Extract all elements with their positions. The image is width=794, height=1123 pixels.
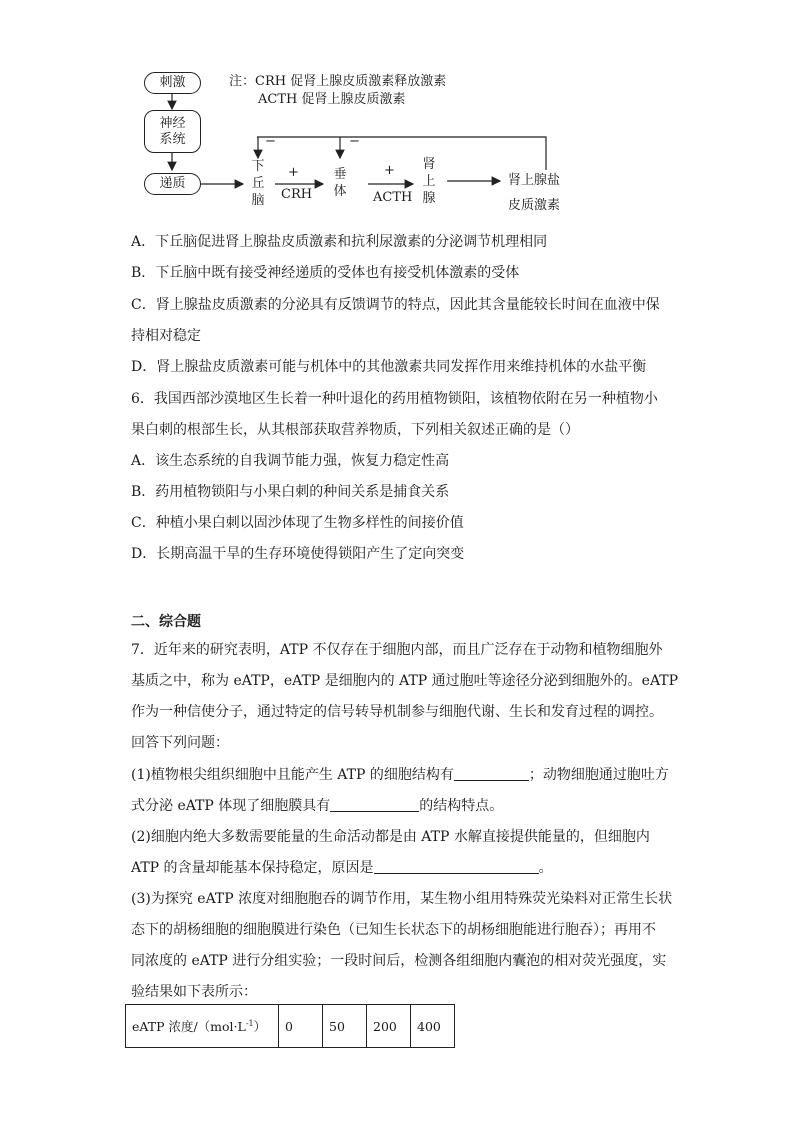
q6-option-a: A．该生态系统的自我调节能力强，恢复力稳定性高: [131, 453, 450, 469]
q7-sub1-line1: [131, 765, 669, 785]
stimulus-box: [144, 72, 201, 94]
pituitary-label: 垂体: [333, 167, 347, 199]
adrenal-label: 肾上腺: [422, 157, 436, 206]
minus-sign-hypothalamus: −: [265, 134, 276, 149]
q7-sub2-line1: (2)细胞内绝大多数需要能量的生命活动都是由 ATP 水解直接提供能量的，但细胞内: [131, 829, 650, 845]
q7-sub1-text-d: 的结构特点。: [419, 798, 504, 814]
q7-sub2-text-c: 。: [538, 860, 553, 876]
q6-option-d: D．长期高温干旱的生存环境使得锁阳产生了定向突变: [131, 546, 465, 562]
q7-sub1-text-c: 式分泌 eATP 体现了细胞膜具有: [131, 798, 331, 814]
answer-blank-2[interactable]: [330, 797, 419, 812]
q7-sub1-text-a: (1)植物根尖组织细胞中且能产生 ATP 的细胞结构有: [131, 767, 454, 783]
q7-para-line2: 基质之中，称为 eATP，eATP 是细胞内的 ATP 通过胞吐等途径分泌到细胞外的。eATP: [131, 673, 679, 689]
table-header-end: ）: [253, 1019, 267, 1034]
table-cell: 50: [323, 1005, 367, 1048]
crh-label: CRH: [281, 187, 313, 202]
table-cell: 0: [279, 1005, 323, 1048]
plus-sign-crh: +: [288, 165, 299, 180]
q7-sub1-text-b: ；动物细胞通过胞吐方: [528, 767, 669, 783]
q6-stem-line2: 果白刺的根部生长，从其根部获取营养物质，下列相关叙述正确的是（）: [131, 422, 579, 438]
q6-option-c: C．种植小果白刺以固沙体现了生物多样性的间接价值: [131, 515, 464, 531]
note-line1: 注：CRH 促肾上腺皮质激素释放激素: [229, 74, 447, 89]
q7-sub3-line1: (3)为探究 eATP 浓度对细胞胞吞的调节作用，某生物小组用特殊荧光染料对正常生长状: [131, 891, 673, 907]
table-cell: 200: [367, 1005, 411, 1048]
transmitter-label: 递质: [159, 176, 186, 191]
transmitter-box: [144, 173, 201, 195]
q7-sub1-line2: [131, 796, 503, 816]
q7-para-line1: 7．近年来的研究表明，ATP 不仅存在于细胞内部，而且广泛存在于动物和植物细胞外: [131, 642, 663, 658]
table-row: [126, 1005, 455, 1048]
answer-blank-1[interactable]: [454, 766, 529, 781]
q7-sub3-line2: 态下的胡杨细胞的细胞膜进行染色（已知生长状态下的胡杨细胞能进行胞吞）；再用不: [131, 922, 656, 938]
table-cell: 400: [411, 1005, 455, 1048]
q5-option-b: B．下丘脑中既有接受神经递质的受体也有接受机体激素的受体: [131, 265, 520, 281]
plus-sign-acth: +: [384, 163, 395, 178]
table-header-sup: -1: [245, 1018, 254, 1028]
table-header-cell: [126, 1005, 279, 1048]
q7-para-line3: 作为一种信使分子，通过特定的信号转导机制参与细胞代谢、生长和发育过程的调控。: [131, 704, 663, 720]
hormone-regulation-diagram: [0, 0, 794, 225]
hypothalamus-label: 下丘脑: [251, 159, 265, 208]
nervous-system-label: 神经系统: [159, 116, 186, 147]
hormone-label-line1: 肾上腺盐: [508, 173, 561, 188]
q7-sub2-text-b: ATP 的含量却能基本保持稳定，原因是: [131, 860, 374, 876]
section-heading: 二、综合题: [131, 614, 201, 630]
q7-sub3-line3: 同浓度的 eATP 进行分组实验；一段时间后，检测各组细胞内囊泡的相对荧光强度，实: [131, 953, 667, 969]
q7-sub2-line2: [131, 858, 553, 878]
q5-option-c-line2: 持相对稳定: [131, 328, 201, 344]
q7-sub3-line4: 验结果如下表所示：: [131, 984, 257, 1000]
q7-para-line4: 回答下列问题：: [131, 735, 229, 751]
hormone-label-line2: 皮质激素: [508, 198, 561, 213]
note-line2: ACTH 促肾上腺皮质激素: [258, 92, 406, 107]
q5-option-a: A．下丘脑促进肾上腺盐皮质激素和抗利尿激素的分泌调节机理相同: [131, 234, 548, 250]
table-header-text: eATP 浓度/（mol·L: [132, 1019, 246, 1034]
nervous-system-box: [144, 110, 201, 153]
stimulus-label: 刺激: [159, 75, 186, 90]
q5-option-d: D．肾上腺盐皮质激素可能与机体中的其他激素共同发挥作用来维持机体的水盐平衡: [131, 359, 647, 375]
q5-option-c-line1: C．肾上腺盐皮质激素的分泌具有反馈调节的特点，因此其含量能较长时间在血液中保: [131, 297, 660, 313]
feedback-line: [257, 137, 546, 170]
minus-sign-pituitary: −: [349, 134, 360, 149]
acth-label: ACTH: [373, 190, 413, 205]
q6-stem-line1: 6．我国西部沙漠地区生长着一种叶退化的药用植物锁阳，该植物依附在另一种植物小: [131, 391, 658, 407]
q6-option-b: B．药用植物锁阳与小果白刺的种间关系是捕食关系: [131, 484, 450, 500]
eatp-table: [125, 1004, 455, 1048]
answer-blank-3[interactable]: [374, 859, 539, 874]
